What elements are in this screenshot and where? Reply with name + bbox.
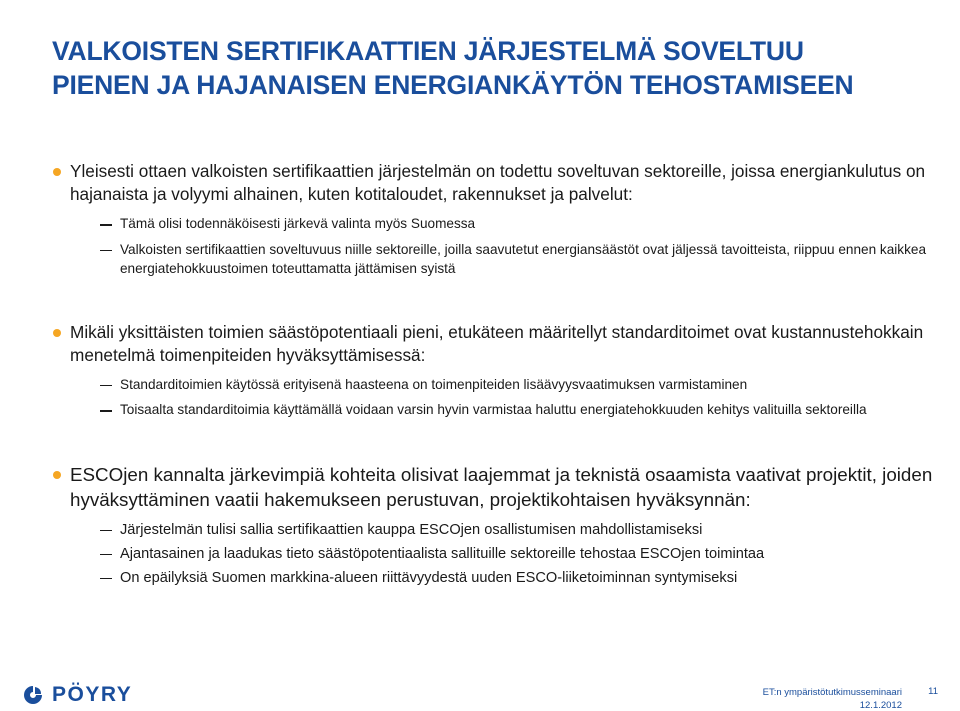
dash-icon: [100, 530, 112, 532]
bullet-text: ESCOjen kannalta järkevimpiä kohteita olisivat laajemmat ja teknistä osaamista vaativat projektit, joiden hyväksyttäminen vaatii hakemukseen perustuvan, projektikohtaisen hyväksynnän:: [70, 463, 933, 510]
dash-icon: [100, 224, 112, 226]
sub-bullet-list: [52, 214, 942, 279]
bullet-dot-icon: [53, 329, 61, 337]
sub-bullet-text: Toisaalta standarditoimia käyttämällä voidaan varsin hyvin varmistaa haluttu energiatehokkuuden kehitys valituilla sektoreilla: [120, 402, 867, 417]
page-number: 11: [928, 686, 938, 697]
sub-bullet-text: Standarditoimien käytössä erityisenä haasteena on toimenpiteiden lisäävyysvaatimuksen varmistaminen: [120, 376, 748, 392]
sub-bullet-item: [102, 375, 942, 395]
sub-bullet-item: [102, 544, 942, 564]
sub-bullet-item: [102, 240, 942, 279]
bullet-item: [52, 160, 942, 206]
bullet-text: Yleisesti ottaen valkoisten sertifikaattien järjestelmän on todettu soveltuvan sektoreille, joissa energiankulutus on hajanaista ja volyymi alhainen, kuten kotitaloudet, rakennukset ja palvelut:: [70, 161, 926, 204]
poyry-logo-icon: [22, 684, 44, 706]
bullet-group-esco: [52, 462, 942, 588]
footer-event-info: [763, 686, 902, 711]
footer-event-name: ET:n ympäristötutkimusseminaari: [762, 687, 902, 698]
slide-title: [52, 34, 932, 102]
dash-icon: [100, 554, 112, 556]
sub-bullet-text: Tämä olisi todennäköisesti järkevä valinta myös Suomessa: [120, 216, 476, 231]
sub-bullet-list: [52, 520, 942, 588]
sub-bullet-item: [102, 520, 942, 540]
bullet-group-standard-measures: [52, 321, 942, 420]
sub-bullet-item: [102, 214, 942, 234]
bullet-dot-icon: [53, 471, 61, 479]
bullet-dot-icon: [53, 168, 61, 176]
sub-bullet-item: [102, 400, 942, 420]
sub-bullet-text: Valkoisten sertifikaattien soveltuvuus niille sektoreille, joilla saavutetut energiansäästöt ovat jäljessä tavoitteista, riippuu ennen kaikkea energiatehokkuustoimen toteuttamatta jättämisen syistä: [120, 241, 927, 276]
sub-bullet-list: [52, 375, 942, 420]
bullet-item: [52, 462, 942, 512]
sub-bullet-text: On epäilyksiä Suomen markkina-alueen riittävyydestä uuden ESCO-liiketoiminnan syntymiseksi: [120, 569, 738, 586]
bullet-item: [52, 321, 942, 367]
bullet-text: Mikäli yksittäisten toimien säästöpotentiaali pieni, etukäteen määritellyt standarditoimet ovat kustannustehokkain menetelmä toimenpiteiden hyväksyttämisessä:: [70, 321, 924, 365]
slide-title-line-1: VALKOISTEN SERTIFIKAATTIEN JÄRJESTELMÄ SOVELTUU: [52, 36, 804, 66]
sub-bullet-item: [102, 568, 942, 588]
slide-title-line-2: PIENEN JA HAJANAISEN ENERGIANKÄYTÖN TEHOSTAMISEEN: [52, 70, 854, 100]
sub-bullet-text: Ajantasainen ja laadukas tieto säästöpotentiaalista sallituille sektoreille tehostaa ESCOjen toimintaa: [120, 545, 765, 562]
dash-icon: [100, 578, 112, 580]
bullet-group-general: [52, 160, 942, 279]
dash-icon: [100, 410, 112, 412]
slide-content: [52, 160, 942, 592]
dash-icon: [100, 385, 112, 387]
company-logo: [22, 682, 132, 708]
dash-icon: [100, 250, 112, 252]
sub-bullet-text: Järjestelmän tulisi sallia sertifikaattien kauppa ESCOjen osallistumisen mahdollistamiseksi: [120, 521, 703, 538]
logo-text: PÖYRY: [52, 683, 133, 706]
footer-date: 12.1.2012: [859, 700, 902, 711]
